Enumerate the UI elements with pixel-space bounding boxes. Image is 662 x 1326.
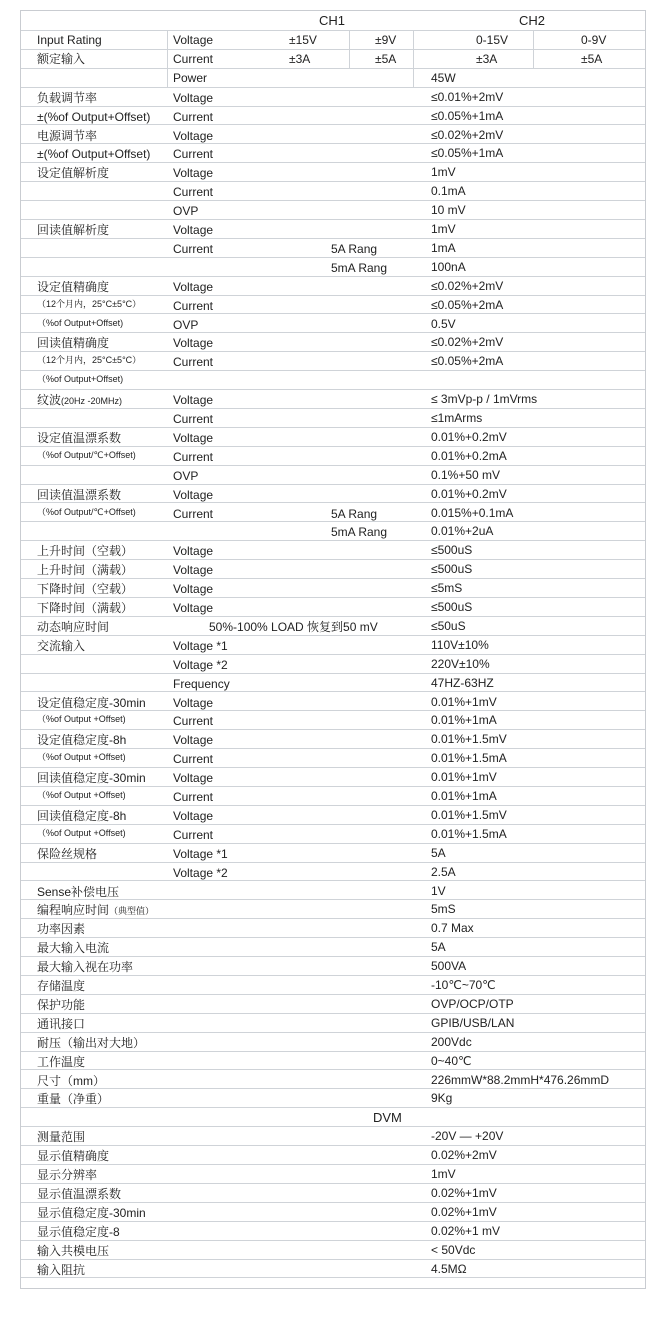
spec-value: 100nA [431, 259, 466, 274]
dvm-label: 显示分辨率 [37, 1168, 98, 1183]
spec-mid-label: 5A Rang [331, 506, 378, 521]
spec-label: 负载调节率 [37, 90, 98, 105]
spec-sub-label: OVP [173, 204, 199, 219]
rating-power-label: Power [173, 70, 208, 85]
spec-sub-label: Voltage [173, 279, 214, 294]
spec-row [21, 560, 645, 579]
spec-sub-label: Voltage *1 [173, 638, 228, 653]
spec-value: 0~40℃ [431, 1053, 472, 1068]
spec-label: （%of Output +Offset) [37, 752, 126, 763]
column-divider [533, 31, 534, 69]
spec-row [21, 976, 645, 995]
spec-sub-label: Voltage [173, 393, 214, 408]
spec-value: ≤0.02%+2mV [431, 335, 504, 350]
dvm-value: < 50Vdc [431, 1242, 476, 1257]
spec-sub-label: Current [173, 412, 214, 426]
spec-value: ≤0.01%+2mV [431, 89, 504, 104]
spec-label: （%of Output+Offset) [37, 374, 124, 385]
spec-label: 编程响应时间（典型值） [37, 903, 155, 918]
spec-value: ≤0.05%+1mA [431, 108, 504, 123]
column-divider [349, 31, 350, 69]
spec-sub-label: Frequency [173, 676, 230, 691]
spec-value: ≤5mS [431, 581, 463, 596]
spec-label: 上升时间（空载） [37, 544, 134, 559]
spec-row [21, 296, 645, 315]
spec-label: 动态响应时间 [37, 619, 110, 634]
spec-row [21, 258, 645, 277]
spec-value: ≤500uS [431, 543, 473, 558]
spec-value: OVP/OCP/OTP [431, 996, 514, 1011]
spec-row [21, 995, 645, 1014]
spec-mid-label: 50%-100% LOAD 恢复到50 mV [209, 619, 378, 634]
spec-value: 0.01%+1mA [431, 789, 497, 803]
spec-value: 0.01%+1.5mA [431, 751, 507, 766]
rating-row [21, 50, 645, 69]
spec-row [21, 882, 645, 901]
spec-row [21, 144, 645, 163]
spec-row [21, 730, 645, 749]
spec-label: （%of Output +Offset) [37, 827, 126, 838]
spec-row [21, 107, 645, 126]
spec-value: 1V [431, 883, 446, 898]
spec-row [21, 126, 645, 145]
spec-value: 110V±10% [431, 637, 489, 652]
spec-label: 存储温度 [37, 979, 86, 993]
spec-row [21, 182, 645, 201]
spec-row [21, 693, 645, 712]
dvm-value: 1mV [431, 1167, 456, 1182]
spec-sub-label: Current [173, 109, 214, 124]
spec-label: 纹波(20Hz -20MHz) [37, 393, 123, 408]
spec-row [21, 825, 645, 844]
spec-value: 0.01%+1.5mA [431, 826, 507, 841]
spec-value: 5A [431, 940, 446, 955]
spec-sub-label: Current [173, 355, 214, 370]
dvm-title: DVM [373, 1110, 402, 1126]
spec-label: 耐压（输出对大地） [37, 1035, 146, 1050]
spec-value: ≤0.05%+2mA [431, 354, 504, 369]
spec-label: （%of Output +Offset) [37, 714, 126, 725]
ch1-current-2: ±5A [375, 51, 397, 66]
spec-row [21, 277, 645, 296]
dvm-row [21, 1241, 645, 1260]
spec-row [21, 598, 645, 617]
spec-row [21, 579, 645, 598]
spec-mid-label: 5mA Rang [331, 260, 388, 275]
spec-label: （%of Output/℃+Offset) [37, 506, 136, 517]
spec-row [21, 1089, 645, 1108]
spec-label: 回读值稳定度-8h [37, 808, 127, 823]
spec-row [21, 655, 645, 674]
spec-label: 保险丝规格 [37, 846, 98, 861]
spec-value: -10℃~70℃ [431, 978, 496, 992]
spec-row [21, 201, 645, 220]
spec-sub-label: Voltage [173, 487, 214, 502]
spec-sub-label: Voltage *1 [173, 846, 228, 861]
spec-value: 0.01%+0.2mV [431, 486, 507, 501]
spec-label: （12个月内，25°C±5°C） [37, 355, 142, 366]
spec-sub-label: Voltage [173, 166, 214, 181]
spec-row [21, 163, 645, 182]
ch1-voltage-2: ±9V [375, 33, 397, 47]
spec-sub-label: Current [173, 298, 214, 313]
spec-row [21, 390, 645, 409]
spec-label: 电源调节率 [37, 128, 98, 143]
spec-label: 工作温度 [37, 1054, 86, 1069]
dvm-value: 0.02%+1mV [431, 1186, 497, 1200]
spec-label: （12个月内，25°C±5°C） [37, 298, 142, 309]
column-divider [167, 31, 168, 88]
dvm-label: 显示值精确度 [37, 1149, 110, 1164]
spec-row [21, 1014, 645, 1033]
spec-sub-label: Current [173, 506, 214, 521]
spec-sub-label: Current [173, 827, 214, 842]
spec-label: 上升时间（满载） [37, 563, 134, 578]
spec-value: ≤0.02%+2mV [431, 278, 504, 293]
spec-sub-label: Current [173, 147, 214, 162]
spec-sub-label: Voltage [173, 223, 214, 237]
rating-row [21, 69, 645, 88]
spec-sub-label: Current [173, 241, 214, 256]
spec-sub-label: OVP [173, 468, 199, 483]
spec-row [21, 900, 645, 919]
spec-mid-label: 5mA Rang [331, 525, 388, 540]
spec-value: 0.01%+1.5mV [431, 732, 507, 747]
spec-value: 2.5A [431, 864, 456, 879]
spec-sub-label: Voltage [173, 733, 214, 748]
spec-value: 226mmW*88.2mmH*476.26mmD [431, 1072, 610, 1087]
power-value: 45W [431, 70, 456, 85]
spec-label: 设定值稳定度-8h [37, 733, 127, 748]
spec-sub-label: Voltage *2 [173, 657, 228, 672]
spec-row [21, 504, 645, 523]
dvm-value: 0.02%+1 mV [431, 1223, 501, 1238]
rated-input-label: 额定输入 [37, 51, 86, 66]
dvm-value: 4.5MΩ [431, 1261, 467, 1276]
spec-row [21, 315, 645, 334]
spec-value: ≤0.05%+1mA [431, 146, 504, 161]
dvm-value: 0.02%+2mV [431, 1148, 497, 1163]
spec-row [21, 409, 645, 428]
spec-value: GPIB/USB/LAN [431, 1015, 515, 1030]
spec-sub-label: Voltage [173, 336, 214, 351]
ch2-current-1: ±3A [476, 51, 498, 66]
spec-value: 500VA [431, 959, 467, 974]
dvm-label: 输入共模电压 [37, 1243, 110, 1258]
spec-value: 5A [431, 845, 446, 860]
spec-sub-label: Voltage [173, 582, 214, 597]
spec-sub-label: OVP [173, 317, 199, 332]
spec-label: 最大输入视在功率 [37, 960, 134, 975]
spec-value: 0.01%+0.2mA [431, 448, 507, 463]
spec-row [21, 806, 645, 825]
dvm-label: 显示值稳定度-8 [37, 1224, 120, 1239]
spec-sub-label: Voltage [173, 128, 214, 143]
spec-label: 设定值精确度 [37, 279, 110, 294]
spec-value: 1mA [431, 240, 456, 255]
spec-sub-label: Current [173, 790, 214, 804]
dvm-title-row [21, 1108, 645, 1127]
spec-value: ≤ 3mVp-p / 1mVrms [431, 392, 538, 407]
dvm-row [21, 1222, 645, 1241]
spec-sub-label: Voltage [173, 771, 214, 786]
spec-label: 交流输入 [37, 638, 86, 653]
spec-row [21, 1033, 645, 1052]
spec-sub-label: Current [173, 185, 214, 200]
dvm-value: 0.02%+1mV [431, 1204, 497, 1219]
spec-label: 回读值温漂系数 [37, 487, 122, 502]
spec-value: 10 mV [431, 203, 466, 218]
spec-label: 通讯接口 [37, 1016, 86, 1031]
spec-value: 0.5V [431, 316, 456, 331]
spec-value: 0.01%+1.5mV [431, 807, 507, 822]
rating-voltage-label: Voltage [173, 33, 214, 47]
spec-row [21, 522, 645, 541]
spec-row [21, 541, 645, 560]
spec-label: 重量（净重） [37, 1092, 110, 1107]
spec-sub-label: Voltage [173, 808, 214, 823]
spec-sub-label: Voltage [173, 544, 214, 559]
spec-row [21, 1052, 645, 1071]
spec-row [21, 88, 645, 107]
column-divider [413, 31, 414, 88]
spec-row [21, 749, 645, 768]
spec-value: ≤500uS [431, 600, 473, 614]
spec-label: 回读值稳定度-30min [37, 771, 146, 786]
ch2-header: CH2 [519, 13, 546, 28]
spec-value: 0.01%+1mV [431, 694, 497, 709]
spec-value: 1mV [431, 165, 456, 180]
spec-row [21, 938, 645, 957]
spec-label: （%of Output/℃+Offset) [37, 449, 136, 460]
spec-value: 5mS [431, 902, 456, 917]
spec-row [21, 768, 645, 787]
spec-row [21, 466, 645, 485]
spec-label: 回读值精确度 [37, 336, 110, 351]
spec-label: 设定值解析度 [37, 166, 110, 181]
spec-row [21, 711, 645, 730]
spec-sub-label: Voltage [173, 90, 214, 105]
spec-value: ≤50uS [431, 618, 466, 633]
spec-sub-label: Voltage *2 [173, 865, 228, 880]
dvm-label: 测量范围 [37, 1130, 86, 1145]
spec-value: 1mV [431, 222, 456, 236]
spec-row [21, 844, 645, 863]
spec-table [20, 10, 646, 1289]
dvm-row [21, 1127, 645, 1146]
spec-value: 220V±10% [431, 656, 490, 671]
spec-row [21, 957, 645, 976]
spec-label: ±(%of Output+Offset) [37, 109, 151, 124]
spec-label: 下降时间（满载） [37, 601, 134, 615]
spec-label-note: (20Hz -20MHz) [61, 396, 123, 407]
dvm-row [21, 1260, 645, 1279]
dvm-row [21, 1165, 645, 1184]
spec-value: ≤500uS [431, 562, 473, 577]
spec-value: 0.7 Max [431, 921, 474, 936]
spec-row [21, 636, 645, 655]
dvm-row [21, 1184, 645, 1203]
spec-label: Sense补偿电压 [37, 884, 120, 899]
header-row [21, 11, 645, 31]
spec-row [21, 333, 645, 352]
spec-value: 0.01%+1mV [431, 770, 497, 785]
spec-label: 设定值温漂系数 [37, 430, 122, 445]
input-rating-label: Input Rating [37, 33, 102, 47]
spec-value: 0.015%+0.1mA [431, 505, 514, 520]
spec-row [21, 617, 645, 636]
spec-label: （%of Output+Offset) [37, 317, 124, 328]
spec-label: 尺寸（mm） [37, 1073, 105, 1088]
spec-value: 9Kg [431, 1091, 453, 1106]
spec-value: 47HZ-63HZ [431, 675, 494, 690]
spec-row [21, 371, 645, 390]
spec-row [21, 485, 645, 504]
spec-value: 0.01%+1mA [431, 713, 497, 728]
spec-sub-label: Voltage [173, 563, 214, 578]
rating-row [21, 31, 645, 50]
spec-sub-label: Voltage [173, 430, 214, 445]
spec-row [21, 220, 645, 239]
spec-value: 0.01%+0.2mV [431, 429, 507, 444]
spec-row [21, 352, 645, 371]
spec-row [21, 919, 645, 938]
spec-label: ±(%of Output+Offset) [37, 147, 151, 162]
spec-value: ≤0.05%+2mA [431, 297, 504, 312]
ch1-header: CH1 [319, 13, 346, 28]
spec-value: ≤0.02%+2mV [431, 127, 504, 142]
spec-row [21, 239, 645, 258]
spec-label: （%of Output +Offset) [37, 790, 126, 800]
spec-row [21, 447, 645, 466]
spec-value: ≤1mArms [431, 411, 483, 425]
spec-sub-label: Current [173, 449, 214, 464]
spec-sub-label: Voltage [173, 601, 214, 615]
spec-row [21, 428, 645, 447]
dvm-row [21, 1146, 645, 1165]
spec-label: 保护功能 [37, 997, 86, 1012]
spec-label: 下降时间（空载） [37, 582, 134, 597]
ch1-current-1: ±3A [289, 51, 311, 66]
spec-sub-label: Current [173, 752, 214, 767]
spec-sub-label: Voltage [173, 695, 214, 710]
spec-label-note: （典型值） [109, 906, 155, 917]
ch2-voltage-1: 0-15V [476, 33, 509, 47]
spec-sub-label: Current [173, 714, 214, 729]
spec-mid-label: 5A Rang [331, 241, 378, 256]
spec-value: 0.01%+2uA [431, 524, 494, 539]
spec-label: 设定值稳定度-30min [37, 695, 146, 710]
ch1-voltage-1: ±15V [289, 33, 317, 47]
spec-label: 最大输入电流 [37, 941, 110, 956]
spec-row [21, 1071, 645, 1090]
spec-value: 0.1mA [431, 184, 466, 199]
ch2-voltage-2: 0-9V [581, 33, 607, 47]
dvm-row [21, 1203, 645, 1222]
dvm-label: 显示值温漂系数 [37, 1187, 122, 1201]
spec-row [21, 787, 645, 806]
dvm-label: 输入阻抗 [37, 1262, 86, 1277]
ch2-current-2: ±5A [581, 51, 603, 66]
dvm-value: -20V — +20V [431, 1129, 504, 1144]
spec-row [21, 863, 645, 882]
spec-value: 0.1%+50 mV [431, 467, 501, 482]
spec-label: 功率因素 [37, 922, 86, 937]
spec-row [21, 674, 645, 693]
spec-label: 回读值解析度 [37, 223, 110, 237]
dvm-label: 显示值稳定度-30min [37, 1205, 146, 1220]
rating-current-label: Current [173, 51, 214, 66]
spec-value: 200Vdc [431, 1034, 472, 1049]
